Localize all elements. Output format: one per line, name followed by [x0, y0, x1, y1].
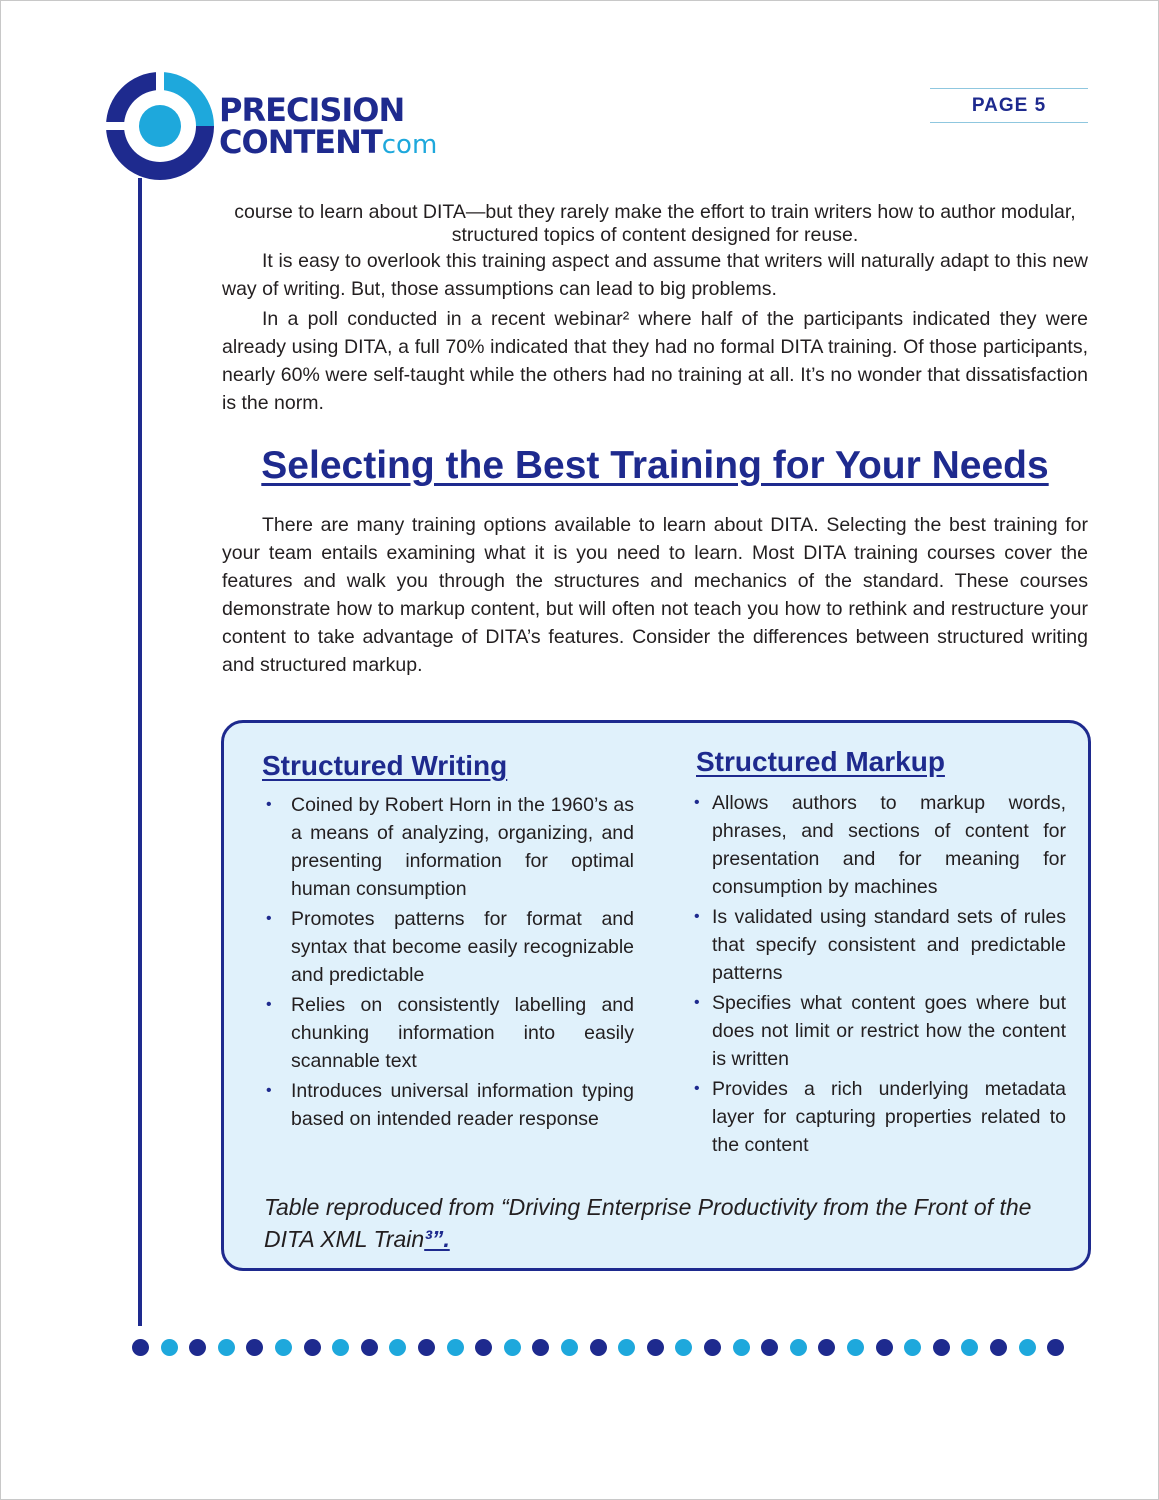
decorative-dot	[418, 1339, 435, 1356]
decorative-dot	[561, 1339, 578, 1356]
list-item	[694, 1075, 1066, 1159]
decorative-dot	[990, 1339, 1007, 1356]
paragraph-1: It is easy to overlook this training aspect and assume that writers will naturally adapt to this new way of writing. But, those assumptions can lead to big problems.	[222, 250, 1088, 300]
bullet-icon: •	[266, 910, 272, 927]
decorative-dot-row	[132, 1339, 1092, 1357]
decorative-dot	[761, 1339, 778, 1356]
decorative-dot	[1019, 1339, 1036, 1356]
decorative-dot	[361, 1339, 378, 1356]
list-item-text: Promotes patterns for format and syntax that become easily recognizable and predictable	[291, 908, 634, 986]
decorative-dot	[590, 1339, 607, 1356]
structured-writing-title: Structured Writing	[262, 750, 508, 781]
list-item-text: Introduces universal information typing based on intended reader response	[291, 1080, 634, 1130]
decorative-dot	[218, 1339, 235, 1356]
decorative-dot	[304, 1339, 321, 1356]
structured-markup-title: Structured Markup	[696, 746, 945, 777]
list-item	[264, 791, 634, 903]
decorative-dot	[1047, 1339, 1064, 1356]
section-heading: Selecting the Best Training for Your Needs	[261, 444, 1049, 487]
list-item	[694, 789, 1066, 901]
paragraph-2: In a poll conducted in a recent webinar² where half of the participants indicated they were already using DITA, a full 70% indicated that they had no formal DITA training. Of those participants, nearly 60% were self-taught while the others had no training at all. It’s no wonder that dissatisfaction is the norm.	[222, 308, 1088, 414]
decorative-dot	[618, 1339, 635, 1356]
bullet-icon: •	[266, 996, 272, 1013]
list-item-text: Is validated using standard sets of rules that specify consistent and predictable patterns	[712, 906, 1066, 984]
list-item-text: Allows authors to markup words, phrases, and sections of content for presentation and for meaning for consumption by machines	[712, 792, 1066, 898]
decorative-dot	[876, 1339, 893, 1356]
decorative-dot	[189, 1339, 206, 1356]
logo-text-content	[219, 123, 438, 161]
bullet-icon: •	[266, 796, 272, 813]
decorative-dot	[332, 1339, 349, 1356]
table-caption-text: Table reproduced from “Driving Enterprise Productivity from the Front of the DITA XML Train	[264, 1194, 1032, 1252]
decorative-dot	[389, 1339, 406, 1356]
decorative-dot	[675, 1339, 692, 1356]
decorative-dot	[532, 1339, 549, 1356]
footnote-link[interactable]: ³”.	[424, 1226, 450, 1252]
decorative-dot	[132, 1339, 149, 1356]
structured-writing-list	[264, 791, 634, 1135]
decorative-dot	[504, 1339, 521, 1356]
decorative-dot	[933, 1339, 950, 1356]
decorative-dot	[818, 1339, 835, 1356]
bullet-icon: •	[266, 1082, 272, 1099]
list-item	[694, 989, 1066, 1073]
precision-content-logo[interactable]	[104, 70, 464, 185]
list-item	[264, 905, 634, 989]
intro-text: course to learn about DITA—but they rarely make the effort to train writers how to author modular, structured topics of content designed for reuse.	[234, 201, 1076, 246]
logo-text-com: com	[381, 130, 438, 160]
logo-target-icon	[104, 70, 216, 182]
list-item	[264, 991, 634, 1075]
bullet-icon: •	[694, 1080, 700, 1097]
decorative-dot	[733, 1339, 750, 1356]
decorative-dot	[847, 1339, 864, 1356]
decorative-dot	[904, 1339, 921, 1356]
decorative-dot	[246, 1339, 263, 1356]
list-item-text: Relies on consistently labelling and chunking information into easily scannable text	[291, 994, 634, 1072]
decorative-dot	[961, 1339, 978, 1356]
bullet-icon: •	[694, 908, 700, 925]
list-item	[264, 1077, 634, 1133]
decorative-dot	[704, 1339, 721, 1356]
decorative-dot	[275, 1339, 292, 1356]
list-item-text: Provides a rich underlying metadata layer for capturing properties related to the content	[712, 1078, 1066, 1156]
decorative-dot	[161, 1339, 178, 1356]
decorative-dot	[647, 1339, 664, 1356]
bullet-icon: •	[694, 994, 700, 1011]
table-caption	[264, 1191, 1064, 1255]
bullet-icon: •	[694, 794, 700, 811]
decorative-dot	[790, 1339, 807, 1356]
logo-text-precision: PRECISION	[219, 91, 405, 129]
list-item-text: Coined by Robert Horn in the 1960’s as a means of analyzing, organizing, and presenting information for optimal human consumption	[291, 794, 634, 900]
paragraph-3: There are many training options available to learn about DITA. Selecting the best training for your team entails examining what it is you need to learn. Most DITA training courses cover the features and walk you through the structures and mechanics of the standard. These courses demonstrate how to markup content, but will often not teach you how to rethink and restructure your content to take advantage of DITA’s features. Consider the differences between structured writing and structured markup.	[222, 514, 1088, 676]
logo-text-content-word: CONTENT	[219, 123, 382, 161]
structured-markup-list	[694, 789, 1066, 1161]
list-item-text: Specifies what content goes where but does not limit or restrict how the content is written	[712, 992, 1066, 1070]
page-number: PAGE 5	[930, 88, 1088, 123]
decorative-dot	[475, 1339, 492, 1356]
comparison-table-box	[221, 720, 1091, 1271]
decorative-dot	[447, 1339, 464, 1356]
list-item	[694, 903, 1066, 987]
left-vertical-rule	[138, 178, 142, 1326]
